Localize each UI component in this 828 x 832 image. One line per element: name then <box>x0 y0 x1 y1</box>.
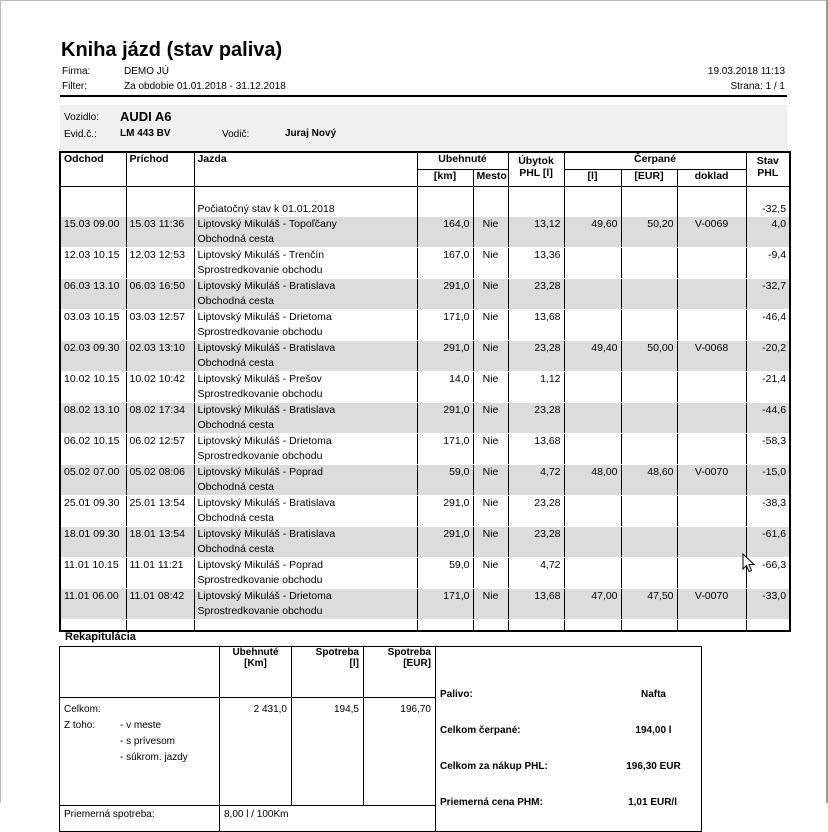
purpose-cell: Sprostredkovanie obchodu <box>194 449 417 465</box>
table-row-detail <box>60 418 790 434</box>
stav-cell: -38,3 <box>746 496 790 512</box>
table-row <box>60 558 790 574</box>
table-row <box>60 589 790 605</box>
table-row <box>60 248 790 264</box>
table-row-detail <box>60 294 790 310</box>
ztoho-label: Z toho: <box>64 720 96 732</box>
route-cell: Liptovský Mikuláš - Prešov <box>194 372 417 388</box>
odchod-cell: 03.03 10.15 <box>60 310 126 326</box>
initial-row <box>60 202 790 217</box>
col-mesto: Mesto <box>473 170 508 187</box>
purpose-cell: Obchodná cesta <box>194 418 417 434</box>
firma-label: Firma: <box>62 66 91 77</box>
route-cell: Liptovský Mikuláš - Poprad <box>194 465 417 481</box>
cerpane-l-cell <box>564 403 621 419</box>
route-cell: Liptovský Mikuláš - Poprad <box>194 558 417 574</box>
km-cell: 291,0 <box>417 403 473 419</box>
prichod-cell: 15.03 11:36 <box>126 217 194 232</box>
ubytok-cell: 13,68 <box>508 589 564 605</box>
prichod-cell: 18.01 13:54 <box>126 527 194 543</box>
odchod-cell: 12.03 10.15 <box>60 248 126 264</box>
km-cell: 171,0 <box>417 434 473 450</box>
recap-table <box>59 646 702 832</box>
ubytok-cell: 23,28 <box>508 496 564 512</box>
mesto-cell: Nie <box>473 589 508 605</box>
recap-fuel-summary <box>436 647 702 832</box>
doklad-cell <box>677 248 746 264</box>
ubytok-cell: 13,36 <box>508 248 564 264</box>
prichod-cell: 06.02 12:57 <box>126 434 194 450</box>
prichod-cell: 10.02 10:42 <box>126 372 194 388</box>
recap-labels <box>60 698 220 805</box>
cerpane-eur-cell <box>621 496 677 512</box>
doklad-cell <box>677 310 746 326</box>
col-stav: Stav PHL <box>746 152 790 187</box>
col-eur: [EUR] <box>621 170 677 187</box>
mesto-cell: Nie <box>473 558 508 574</box>
priemerna-value: 8,00 l / 100Km <box>220 805 436 831</box>
initial-label: Počiatočný stav k 01.01.2018 <box>194 202 417 217</box>
nakup-value: 196,30 EUR <box>626 761 681 772</box>
purpose-cell: Obchodná cesta <box>194 542 417 558</box>
route-cell: Liptovský Mikuláš - Drietoma <box>194 589 417 605</box>
cerpane-value: 194,00 l <box>635 725 672 736</box>
ubytok-cell: 23,28 <box>508 279 564 295</box>
v-meste-label: - v meste <box>120 720 162 732</box>
ubytok-cell: 13,68 <box>508 434 564 450</box>
odchod-cell: 08.02 13.10 <box>60 403 126 419</box>
route-cell: Liptovský Mikuláš - Bratislava <box>194 496 417 512</box>
cerpane-eur-cell <box>621 403 677 419</box>
odchod-cell: 18.01 09.30 <box>60 527 126 543</box>
table-row-detail <box>60 263 790 279</box>
nakup-label: Celkom za nákup PHL: <box>440 761 548 772</box>
cerpane-l-cell <box>564 279 621 295</box>
stav-cell: -21,4 <box>746 372 790 388</box>
cena-label: Priemerná cena PHM: <box>440 797 543 808</box>
priemerna-label: Priemerná spotreba: <box>60 805 220 831</box>
table-row <box>60 217 790 232</box>
cerpane-eur-cell <box>621 434 677 450</box>
celkom-km: 2 431,0 <box>220 698 292 805</box>
vodic-label: Vodič: <box>222 129 250 140</box>
km-cell: 59,0 <box>417 558 473 574</box>
cerpane-eur-cell: 50,00 <box>621 341 677 357</box>
table-row-detail <box>60 604 790 620</box>
doklad-cell: V-0070 <box>677 465 746 481</box>
table-row <box>60 310 790 326</box>
purpose-cell: Obchodná cesta <box>194 480 417 496</box>
print-datetime: 19.03.2018 11:13 <box>707 66 785 77</box>
doklad-cell: V-0070 <box>677 589 746 605</box>
km-cell: 171,0 <box>417 589 473 605</box>
stav-cell: -32,7 <box>746 279 790 295</box>
page-number: Strana: 1 / 1 <box>730 81 785 92</box>
purpose-cell: Sprostredkovanie obchodu <box>194 325 417 341</box>
stav-cell: -33,0 <box>746 589 790 605</box>
col-prichod: Príchod <box>126 152 194 187</box>
cerpane-eur-cell <box>621 527 677 543</box>
cerpane-eur-cell <box>621 248 677 264</box>
evid-label: Evid.č.: <box>64 129 97 140</box>
filter-label: Filter: <box>62 81 87 92</box>
table-row-detail <box>60 449 790 465</box>
table-row <box>60 465 790 481</box>
col-ubytok: Úbytok PHL [l] <box>508 152 564 187</box>
doklad-cell <box>677 403 746 419</box>
mesto-cell: Nie <box>473 372 508 388</box>
km-cell: 291,0 <box>417 279 473 295</box>
route-cell: Liptovský Mikuláš - Bratislava <box>194 403 417 419</box>
cerpane-eur-cell: 47,50 <box>621 589 677 605</box>
ubytok-cell: 13,12 <box>508 217 564 232</box>
mesto-cell: Nie <box>473 434 508 450</box>
col-ubehnute: Ubehnuté <box>417 152 508 170</box>
recap-h-spotreba-l: Spotreba [l] <box>292 647 364 698</box>
table-row <box>60 279 790 295</box>
table-row-detail <box>60 573 790 589</box>
celkom-eur: 196,70 <box>364 698 436 805</box>
odchod-cell: 25.01 09.30 <box>60 496 126 512</box>
prichod-cell: 11.01 11:21 <box>126 558 194 574</box>
table-row-detail <box>60 356 790 372</box>
cerpane-l-cell <box>564 434 621 450</box>
purpose-cell: Obchodná cesta <box>194 232 417 248</box>
table-row-detail <box>60 480 790 496</box>
ubytok-cell: 23,28 <box>508 341 564 357</box>
km-cell: 291,0 <box>417 496 473 512</box>
table-row <box>60 527 790 543</box>
odchod-cell: 11.01 06.00 <box>60 589 126 605</box>
odchod-cell: 06.02 10.15 <box>60 434 126 450</box>
recap-h-ubehnute: Ubehnuté [Km] <box>220 647 292 698</box>
vozidlo-value: AUDI A6 <box>120 109 172 124</box>
odchod-cell: 05.02 07.00 <box>60 465 126 481</box>
cerpane-l-cell: 49,40 <box>564 341 621 357</box>
mesto-cell: Nie <box>473 248 508 264</box>
stav-cell: -9,4 <box>746 248 790 264</box>
ubytok-cell: 23,28 <box>508 527 564 543</box>
doklad-cell <box>677 496 746 512</box>
cerpane-l-cell: 47,00 <box>564 589 621 605</box>
cerpane-eur-cell: 50,20 <box>621 217 677 232</box>
evid-value: LM 443 BV <box>120 128 171 139</box>
col-cerpane: Čerpané <box>564 152 746 170</box>
stav-cell: -20,2 <box>746 341 790 357</box>
ubytok-cell: 13,68 <box>508 310 564 326</box>
purpose-cell: Obchodná cesta <box>194 356 417 372</box>
route-cell: Liptovský Mikuláš - Bratislava <box>194 279 417 295</box>
table-row-detail <box>60 387 790 403</box>
report-title: Kniha jázd (stav paliva) <box>61 39 283 61</box>
route-cell: Liptovský Mikuláš - Bratislava <box>194 341 417 357</box>
cerpane-l-cell: 48,00 <box>564 465 621 481</box>
purpose-cell: Sprostredkovanie obchodu <box>194 387 417 403</box>
firma-value: DEMO JÚ <box>124 66 169 77</box>
sukrom-label: - súkrom. jazdy <box>120 752 188 764</box>
col-km: [km] <box>417 170 473 187</box>
doklad-cell <box>677 372 746 388</box>
cerpane-eur-cell <box>621 279 677 295</box>
mesto-cell: Nie <box>473 279 508 295</box>
km-cell: 14,0 <box>417 372 473 388</box>
km-cell: 291,0 <box>417 341 473 357</box>
stav-cell: -58,3 <box>746 434 790 450</box>
prichod-cell: 11.01 08:42 <box>126 589 194 605</box>
purpose-cell: Sprostredkovanie obchodu <box>194 573 417 589</box>
prichod-cell: 12.03 12:53 <box>126 248 194 264</box>
mesto-cell: Nie <box>473 217 508 232</box>
ubytok-cell: 4,72 <box>508 558 564 574</box>
odchod-cell: 02.03 09.30 <box>60 341 126 357</box>
mesto-cell: Nie <box>473 341 508 357</box>
mesto-cell: Nie <box>473 496 508 512</box>
prichod-cell: 06.03 16:50 <box>126 279 194 295</box>
table-row-detail <box>60 325 790 341</box>
doklad-cell <box>677 527 746 543</box>
stav-cell: -61,6 <box>746 527 790 543</box>
cerpane-l-cell <box>564 527 621 543</box>
prichod-cell: 25.01 13:54 <box>126 496 194 512</box>
purpose-cell: Obchodná cesta <box>194 294 417 310</box>
purpose-cell: Obchodná cesta <box>194 511 417 527</box>
route-cell: Liptovský Mikuláš - Trenčín <box>194 248 417 264</box>
initial-stav: -32,5 <box>746 202 790 217</box>
mesto-cell: Nie <box>473 310 508 326</box>
cerpane-eur-cell: 48,60 <box>621 465 677 481</box>
prichod-cell: 03.03 12:57 <box>126 310 194 326</box>
route-cell: Liptovský Mikuláš - Topoľčany <box>194 217 417 232</box>
km-cell: 167,0 <box>417 248 473 264</box>
cena-value: 1,01 EUR/l <box>628 797 677 808</box>
route-cell: Liptovský Mikuláš - Drietoma <box>194 310 417 326</box>
col-l: [l] <box>564 170 621 187</box>
ubytok-cell: 23,28 <box>508 403 564 419</box>
stav-cell: -44,6 <box>746 403 790 419</box>
km-cell: 171,0 <box>417 310 473 326</box>
odchod-cell: 15.03 09.00 <box>60 217 126 232</box>
stav-cell: 4,0 <box>746 217 790 232</box>
table-row <box>60 403 790 419</box>
doklad-cell <box>677 558 746 574</box>
table-row <box>60 341 790 357</box>
prichod-cell: 05.02 08:06 <box>126 465 194 481</box>
cerpane-l-cell: 49,60 <box>564 217 621 232</box>
celkom-l: 194,5 <box>292 698 364 805</box>
trip-table <box>59 151 791 632</box>
col-jazda: Jazda <box>194 152 417 187</box>
doklad-cell: V-0069 <box>677 217 746 232</box>
route-cell: Liptovský Mikuláš - Bratislava <box>194 527 417 543</box>
table-row-detail <box>60 542 790 558</box>
cerpane-l-cell <box>564 496 621 512</box>
cerpane-label: Celkom čerpané: <box>440 725 521 736</box>
vozidlo-label: Vozidlo: <box>64 112 100 123</box>
table-row-detail <box>60 232 790 248</box>
vodic-value: Juraj Nový <box>285 128 337 139</box>
stav-cell: -15,0 <box>746 465 790 481</box>
doklad-cell <box>677 279 746 295</box>
celkom-label: Celkom: <box>64 704 101 716</box>
table-row <box>60 496 790 512</box>
palivo-label: Palivo: <box>440 689 473 700</box>
route-cell: Liptovský Mikuláš - Drietoma <box>194 434 417 450</box>
filter-value: Za obdobie 01.01.2018 - 31.12.2018 <box>124 81 286 92</box>
table-row <box>60 372 790 388</box>
ubytok-cell: 4,72 <box>508 465 564 481</box>
cerpane-eur-cell <box>621 558 677 574</box>
cerpane-l-cell <box>564 310 621 326</box>
mesto-cell: Nie <box>473 465 508 481</box>
mouse-cursor-icon <box>742 553 756 573</box>
doklad-cell <box>677 434 746 450</box>
prichod-cell: 02.03 13:10 <box>126 341 194 357</box>
stav-cell: -46,4 <box>746 310 790 326</box>
header-rule <box>60 95 787 97</box>
table-row <box>60 434 790 450</box>
stav-cell: -66,3 <box>746 558 790 574</box>
col-doklad: doklad <box>677 170 746 187</box>
recap-title: Rekapitulácia <box>65 631 136 643</box>
s-prives-label: - s prívesom <box>120 736 176 748</box>
table-row-detail <box>60 511 790 527</box>
km-cell: 164,0 <box>417 217 473 232</box>
purpose-cell: Sprostredkovanie obchodu <box>194 263 417 279</box>
cerpane-eur-cell <box>621 372 677 388</box>
col-odchod: Odchod <box>60 152 126 187</box>
palivo-value: Nafta <box>640 689 666 700</box>
prichod-cell: 08.02 17:34 <box>126 403 194 419</box>
ubytok-cell: 1,12 <box>508 372 564 388</box>
cerpane-l-cell <box>564 248 621 264</box>
mesto-cell: Nie <box>473 403 508 419</box>
recap-h-spotreba-eur: Spotreba [EUR] <box>364 647 436 698</box>
purpose-cell: Sprostredkovanie obchodu <box>194 604 417 620</box>
km-cell: 291,0 <box>417 527 473 543</box>
vehicle-info <box>60 105 787 151</box>
cerpane-l-cell <box>564 372 621 388</box>
km-cell: 59,0 <box>417 465 473 481</box>
cerpane-eur-cell <box>621 310 677 326</box>
mesto-cell: Nie <box>473 527 508 543</box>
odchod-cell: 06.03 13.10 <box>60 279 126 295</box>
cerpane-l-cell <box>564 558 621 574</box>
doklad-cell: V-0068 <box>677 341 746 357</box>
odchod-cell: 10.02 10.15 <box>60 372 126 388</box>
odchod-cell: 11.01 10.15 <box>60 558 126 574</box>
